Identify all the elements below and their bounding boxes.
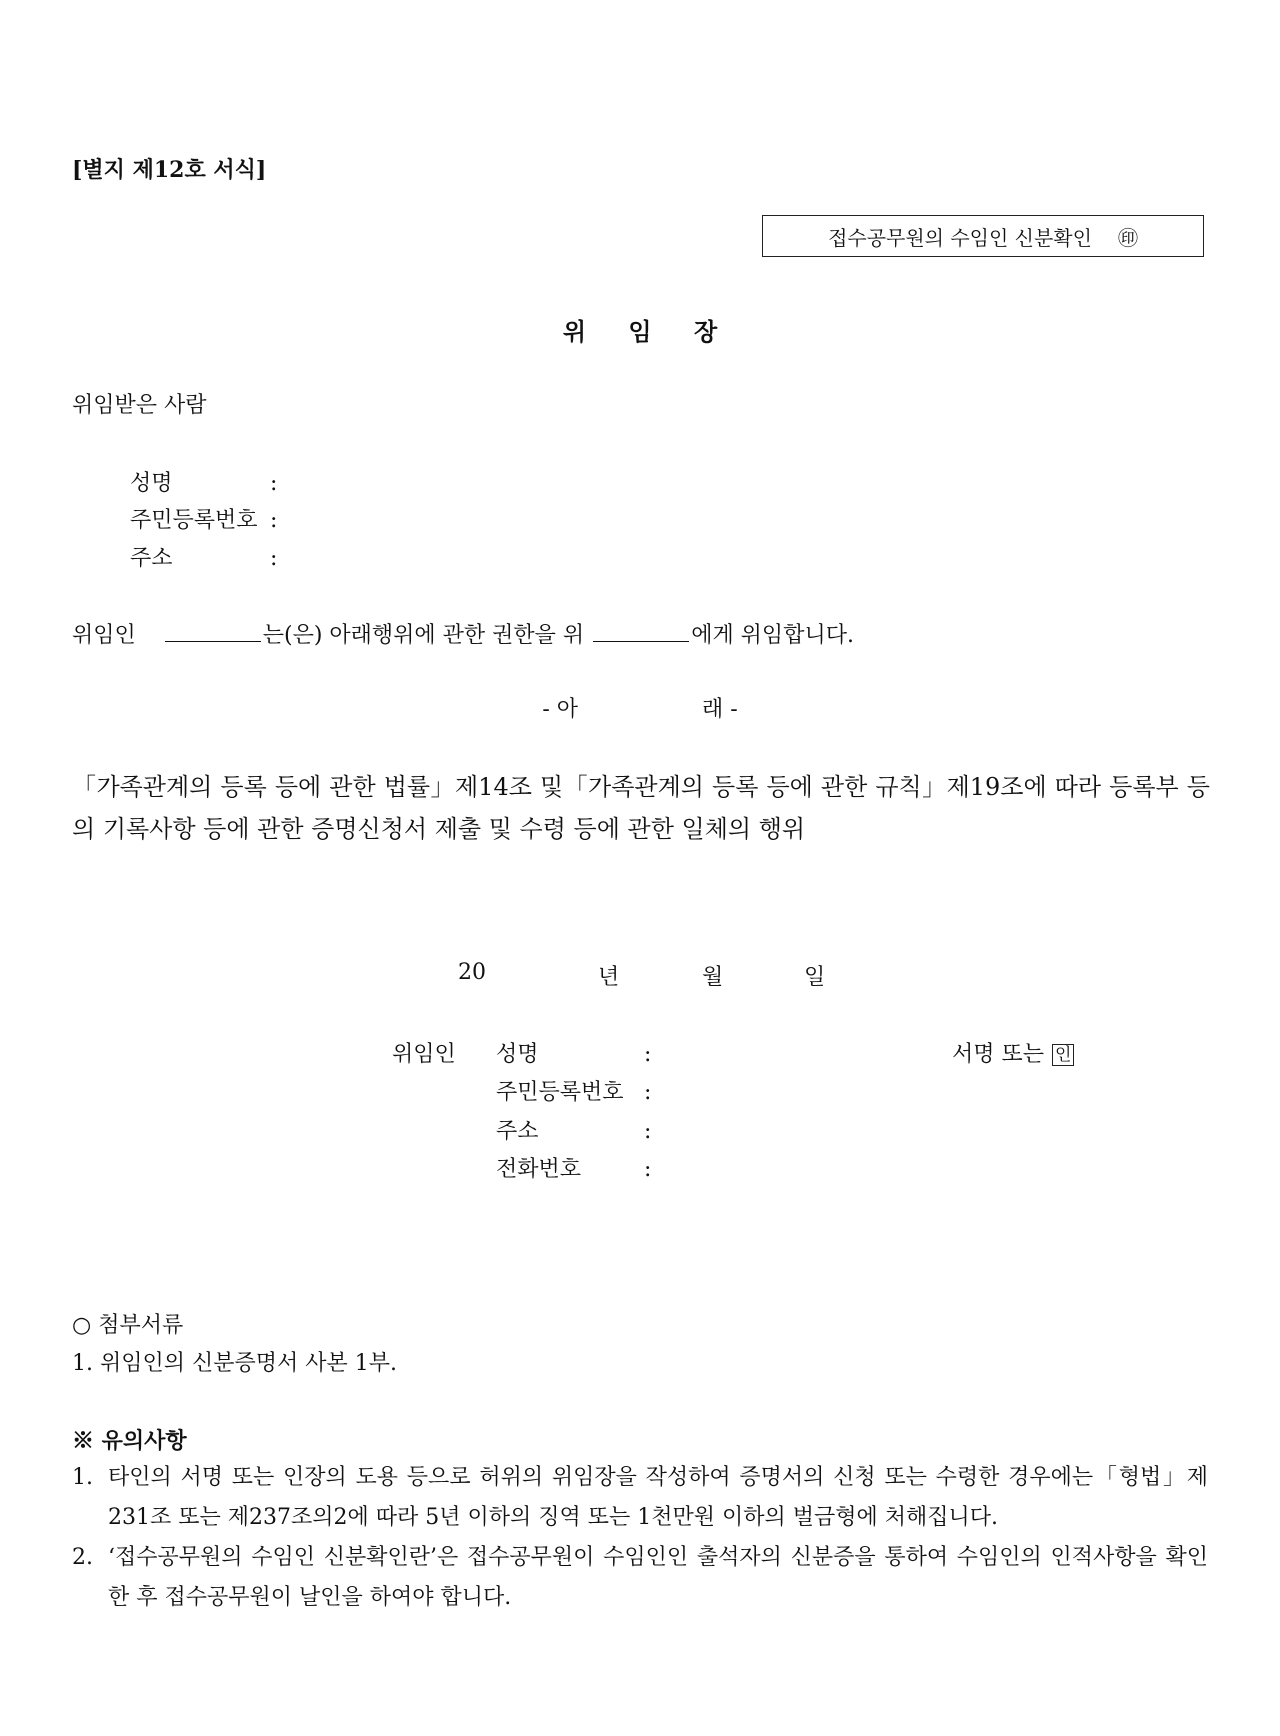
note-number: 2. [72,1545,93,1570]
delegate-address-field [130,541,277,572]
signature-label: 서명 또는 [952,1042,1045,1067]
form-number: [별지 제12호 서식] [72,157,267,183]
delegate-blank [593,623,689,642]
sentence-part2: 에게 위임합니다. [691,623,854,648]
grantor-signature [952,1037,1074,1068]
note-text: 타인의 서명 또는 인장의 도용 등으로 허위의 위임장을 작성하여 증명서의 신청 또는 수령한 경우에는「형법」제231조 또는 제237조의2에 따라 5년 이하의 징역 또는 1천만원 이하의 벌금형에 처해집니다. [108,1465,1208,1530]
note-text: ‘접수공무원의 수임인 신분확인란’은 접수공무원이 수임인인 출석자의 신분증을 통하여 수임인의 인적사항을 확인한 후 접수공무원이 날인을 하여야 합니다. [108,1545,1208,1610]
field-colon: : [270,508,278,533]
note-item [72,1458,1208,1538]
field-colon: : [644,1119,652,1144]
field-colon: : [644,1080,652,1105]
notes-list-2 [72,1538,1208,1628]
title-char: 임 [628,317,652,346]
title-char: 위 [562,317,587,346]
field-colon: : [270,546,278,571]
delegate-id-field [130,503,277,534]
clerk-verification-label: 접수공무원의 수임인 신분확인 [828,225,1092,250]
delegate-section-label: 위임받은 사람 [72,393,207,418]
field-colon: : [270,471,278,496]
field-colon: : [644,1042,652,1067]
note-number: 1. [72,1465,93,1490]
grantor-phone-field [496,1152,651,1183]
field-colon: : [644,1157,652,1182]
field-label: 주소 [496,1119,539,1144]
delegation-sentence [72,618,854,649]
grantor-label: 위임인 [392,1042,456,1067]
notes-heading: ※ 유의사항 [72,1428,187,1454]
field-label: 전화번호 [496,1157,582,1182]
field-label: 주민등록번호 [496,1080,624,1105]
document-title [0,312,1280,347]
notes-list [72,1458,1208,1548]
grantor-address-field [496,1114,651,1145]
seal-mark: ㊞ [1117,225,1138,250]
grantor-id-field [496,1075,651,1106]
field-label: 성명 [130,471,173,496]
grantor-blank [165,623,261,642]
note-item [72,1538,1208,1618]
delegated-scope-text: 「가족관계의 등록 등에 관한 법률」제14조 및「가족관계의 등록 등에 관한 규칙」제19조에 따라 등록부 등의 기록사항 등에 관한 증명신청서 제출 및 수령 등에 관한 일체의 행위 [72,773,1210,843]
field-label: 성명 [496,1042,539,1067]
attachments-heading: ○ 첨부서류 [72,1313,184,1338]
title-char: 장 [693,317,718,346]
below-heading-left: - 아 [542,697,578,722]
date-year-prefix: 20 [458,960,486,985]
sentence-lead: 위임인 [72,623,136,648]
sentence-part1: 는(은) 아래행위에 관한 권한을 위 [262,623,585,648]
seal-box-icon: 인 [1052,1044,1074,1066]
date-month: 월 [702,965,724,990]
field-label: 주소 [130,546,173,571]
attachment-item: 1. 위임인의 신분증명서 사본 1부. [72,1351,397,1376]
grantor-name-field [496,1037,651,1068]
delegate-name-field [130,466,277,497]
clerk-verification-box [762,215,1204,257]
field-label: 주민등록번호 [130,508,258,533]
below-heading-right: 래 - [702,697,738,722]
date-year: 년 [598,965,620,990]
date-day: 일 [804,965,826,990]
below-heading [0,692,1280,723]
